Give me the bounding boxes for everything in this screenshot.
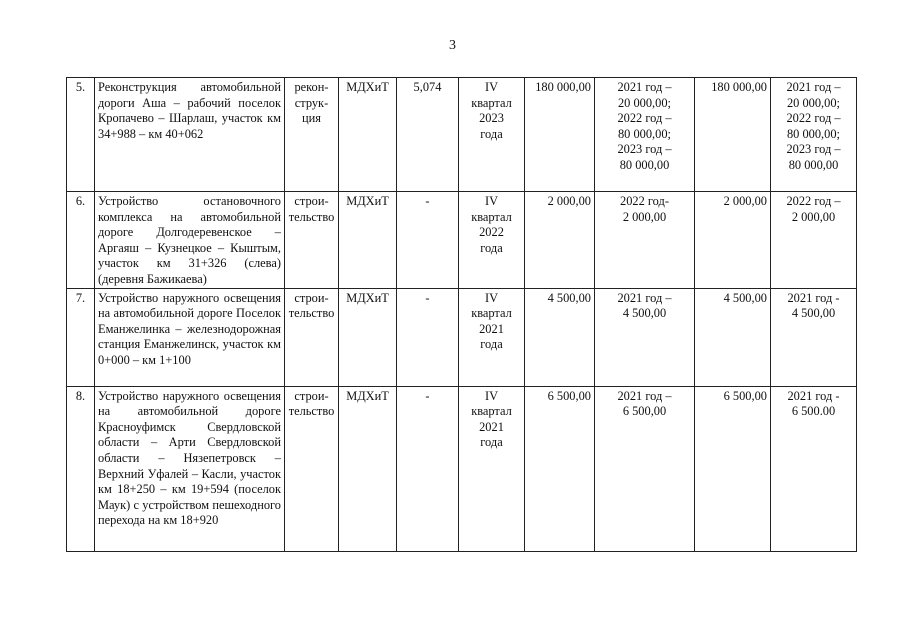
total-cost: 180 000,00	[525, 78, 595, 192]
completion-term-line: 2021	[479, 321, 504, 336]
total-cost: 6 500,00	[525, 386, 595, 551]
completion-term	[459, 386, 525, 551]
length-km: -	[397, 288, 459, 386]
funding-total: 6 500,00	[695, 386, 771, 551]
funding-total: 180 000,00	[695, 78, 771, 192]
funding-by-year-line: 4 500,00	[791, 306, 836, 321]
cost-by-year-line: 80 000,00;	[617, 126, 671, 141]
completion-term-line: года	[480, 240, 503, 255]
table-row	[67, 78, 857, 192]
completion-term-line: квартал	[471, 209, 512, 224]
work-type	[285, 78, 339, 192]
completion-term-line: 2023	[479, 111, 504, 126]
work-type-line: строи-	[294, 194, 329, 208]
completion-term-line: IV	[484, 388, 499, 403]
funding-by-year	[771, 192, 857, 289]
funding-by-year-line: 80 000,00;	[786, 126, 840, 141]
cost-by-year	[595, 192, 695, 289]
work-type-line: тельство	[288, 306, 335, 321]
completion-term-line: IV	[484, 290, 499, 305]
work-type-line: тельство	[288, 209, 335, 224]
row-number: 8.	[67, 386, 95, 551]
row-number: 7.	[67, 288, 95, 386]
object-name: Устройство остановочного комплекса на автомобильной дороге Долгодеревенское – Аргаяш – Кузнецкое – Кыштым, участок км 31+326 (слева) (деревня Бажикаева)	[95, 192, 285, 289]
table-row	[67, 386, 857, 551]
cost-by-year-line: 6 500,00	[622, 404, 667, 419]
work-type-line: струк-	[294, 95, 329, 110]
completion-term-line: квартал	[471, 95, 512, 110]
length-km: -	[397, 386, 459, 551]
funding-by-year-line: 6 500.00	[791, 404, 836, 419]
cost-by-year-line: 4 500,00	[622, 306, 667, 321]
length-km: -	[397, 192, 459, 289]
length-km: 5,074	[397, 78, 459, 192]
funding-by-year-line: 2021 год -	[787, 290, 840, 305]
object-name: Устройство наружного освещения на автомобильной дороге Поселок Еманжелинка – железнодорожная станция Еманжелинск, участок км 0+000 – км 1+100	[95, 288, 285, 386]
total-cost: 2 000,00	[525, 192, 595, 289]
cost-by-year-line: 2022 год –	[617, 111, 672, 126]
projects-table	[66, 77, 857, 552]
completion-term-line: года	[480, 337, 503, 352]
table-row	[67, 288, 857, 386]
completion-term-line: года	[480, 435, 503, 450]
funding-by-year-line: 80 000,00	[788, 157, 839, 172]
completion-term-line: 2021	[479, 419, 504, 434]
cost-by-year	[595, 78, 695, 192]
funding-total: 4 500,00	[695, 288, 771, 386]
completion-term-line: 2022	[479, 225, 504, 240]
funding-total: 2 000,00	[695, 192, 771, 289]
completion-term	[459, 78, 525, 192]
cost-by-year-line: 2021 год –	[617, 290, 672, 305]
work-type-line: строи-	[294, 290, 329, 305]
completion-term	[459, 192, 525, 289]
cost-by-year-line: 80 000,00	[619, 157, 670, 172]
work-type	[285, 192, 339, 289]
responsible-org: МДХиТ	[339, 288, 397, 386]
funding-by-year-line: 2022 год –	[786, 111, 841, 126]
funding-by-year-line: 2 000,00	[791, 209, 836, 224]
completion-term-line: квартал	[471, 404, 512, 419]
funding-by-year-line: 2021 год -	[787, 388, 840, 403]
object-name: Устройство наружного освещения на автомобильной дороге Красноуфимск Свердловской области – Арти Свердловской области – Нязепетровск – Верхний Уфалей – Касли, участок км 18+250 – км 19+594 (поселок Маук) с устройством пешеходного перехода на км 18+920	[95, 386, 285, 551]
cost-by-year	[595, 288, 695, 386]
funding-by-year-line: 2023 год –	[786, 142, 841, 157]
row-number: 5.	[67, 78, 95, 192]
work-type	[285, 386, 339, 551]
funding-by-year-line: 2021 год –	[786, 80, 841, 94]
object-name: Реконструкция автомобильной дороги Аша – рабочий поселок Кропачево – Шарлаш, участок км 34+988 – км 40+062	[95, 78, 285, 192]
completion-term	[459, 288, 525, 386]
completion-term-line: IV	[484, 80, 499, 94]
row-number: 6.	[67, 192, 95, 289]
work-type-line: тельство	[288, 404, 335, 419]
responsible-org: МДХиТ	[339, 78, 397, 192]
cost-by-year-line: 2022 год-	[620, 194, 669, 208]
funding-by-year	[771, 386, 857, 551]
funding-by-year	[771, 78, 857, 192]
work-type-line: строи-	[294, 388, 329, 403]
work-type-line: ция	[302, 111, 321, 126]
funding-by-year	[771, 288, 857, 386]
responsible-org: МДХиТ	[339, 386, 397, 551]
funding-by-year-line: 20 000,00;	[786, 95, 840, 110]
cost-by-year	[595, 386, 695, 551]
work-type-line: рекон-	[294, 80, 329, 94]
table-row	[67, 192, 857, 289]
cost-by-year-line: 2021 год –	[617, 80, 672, 94]
page-number: 3	[449, 38, 456, 53]
funding-by-year-line: 2022 год –	[786, 194, 841, 208]
cost-by-year-line: 20 000,00;	[617, 95, 671, 110]
cost-by-year-line: 2 000,00	[622, 209, 667, 224]
work-type	[285, 288, 339, 386]
cost-by-year-line: 2023 год –	[617, 142, 672, 157]
completion-term-line: года	[480, 126, 503, 141]
total-cost: 4 500,00	[525, 288, 595, 386]
completion-term-line: квартал	[471, 306, 512, 321]
cost-by-year-line: 2021 год –	[617, 388, 672, 403]
responsible-org: МДХиТ	[339, 192, 397, 289]
completion-term-line: IV	[484, 194, 499, 208]
